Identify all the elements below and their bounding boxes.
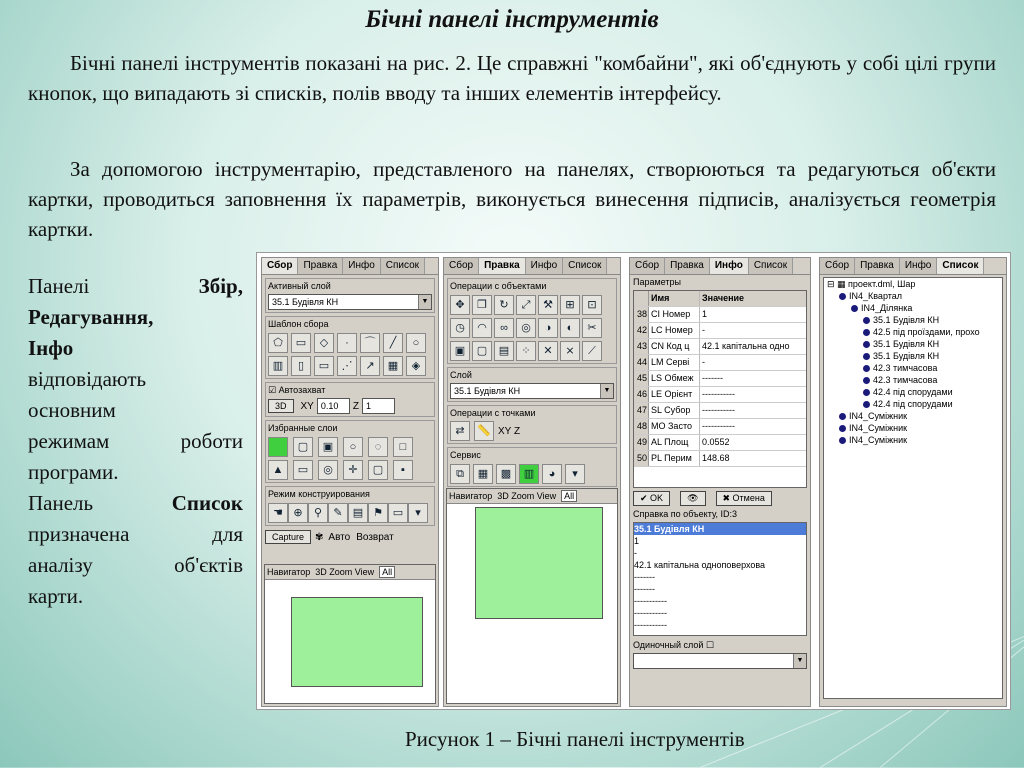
- layer-dot-icon: [851, 305, 858, 312]
- building-icon[interactable]: ▦: [383, 356, 403, 376]
- side-text-line: відповідають: [28, 367, 147, 391]
- layer-dot-icon: [863, 317, 870, 324]
- info-line: 42.1 капітальна одноповерхова: [634, 560, 766, 570]
- tab-bar: [444, 258, 620, 275]
- single-layer-select[interactable]: [633, 653, 807, 669]
- side-text: [28, 271, 243, 612]
- figure-caption: Рисунок 1 – Бічні панелі інструментів: [405, 727, 745, 751]
- row-name: CN Код ц: [649, 339, 700, 354]
- row-number: 44: [634, 355, 649, 370]
- tab-info[interactable]: Инфо: [526, 258, 564, 274]
- side-text-line: програми.: [28, 460, 119, 484]
- tree-node-label: IN4_Ділянка: [861, 303, 913, 313]
- tree-node[interactable]: [827, 410, 1002, 422]
- info-line: 1: [634, 536, 640, 546]
- active-layer-group: [265, 278, 435, 313]
- table-row[interactable]: [634, 355, 806, 371]
- shape-icon[interactable]: ◇: [314, 333, 334, 353]
- layer-group: [447, 367, 617, 402]
- side-text-line: карти.: [28, 584, 84, 608]
- tree-node-label: 42.3 тимчасова: [873, 375, 938, 385]
- arc-icon[interactable]: ◠: [472, 318, 492, 338]
- paragraph-1: Бічні панелі інструментів показані на рис. 2. Це справжні "комбайни", які об'єднують у собі цілі групи кнопок, що випадають зі списків, полів вводу та інших елементів інтерфейсу.: [28, 51, 996, 105]
- box-icon[interactable]: ▭: [388, 503, 408, 523]
- hand-icon[interactable]: ☚: [268, 503, 288, 523]
- rect-small-icon[interactable]: ▭: [314, 356, 334, 376]
- return-label[interactable]: Возврат: [356, 531, 394, 543]
- color-grid-icon[interactable]: ▩: [496, 464, 516, 484]
- tree-node[interactable]: [827, 386, 1002, 398]
- layer-dot-icon: [863, 389, 870, 396]
- layer-dot-icon: [839, 293, 846, 300]
- tab-edit[interactable]: Правка: [298, 258, 343, 274]
- zoom-view-label[interactable]: 3D Zoom View: [315, 567, 375, 577]
- tree-node[interactable]: [827, 314, 1002, 326]
- object-tree: [823, 277, 1003, 699]
- row-name: MO Засто: [649, 419, 700, 434]
- panel-collect: [261, 257, 439, 707]
- row-value: -----------: [702, 389, 735, 399]
- palette-icon[interactable]: ◕: [542, 464, 562, 484]
- z-input[interactable]: 1: [362, 398, 395, 414]
- line-icon[interactable]: ╱: [383, 333, 403, 353]
- favorite-layer-icon[interactable]: ○: [343, 437, 363, 457]
- tab-list[interactable]: Список: [381, 258, 425, 274]
- panel-list: [819, 257, 1007, 707]
- side-text-line: Інфо: [28, 336, 74, 360]
- tree-node-label: IN4_Суміжник: [849, 435, 908, 445]
- eye-button[interactable]: 👁: [680, 491, 705, 506]
- layer-dot-icon: [839, 425, 846, 432]
- cancel-button[interactable]: ✖ Отмена: [716, 491, 772, 506]
- params-label: Параметры: [633, 277, 681, 287]
- side-text-line: основним: [28, 398, 116, 422]
- tree-root[interactable]: ⊟ ▦ проект.dml, Шар: [827, 279, 916, 289]
- tree-node-label: 42.4 під спорудами: [873, 387, 953, 397]
- tab-list[interactable]: Список: [563, 258, 607, 274]
- table-row[interactable]: [634, 403, 806, 419]
- tab-bar: [262, 258, 438, 275]
- tab-list[interactable]: Список: [937, 258, 984, 274]
- edit-icon[interactable]: ✎: [328, 503, 348, 523]
- params-rows: [634, 307, 806, 467]
- side-text-line: для: [212, 522, 243, 546]
- side-text-line: режимам: [28, 429, 110, 453]
- arrow-line-icon[interactable]: ↗: [360, 356, 380, 376]
- tree-node[interactable]: [827, 290, 1002, 302]
- row-value: 1: [702, 309, 708, 319]
- row-name: LE Орієнт: [649, 387, 700, 402]
- navigator-bar: [447, 489, 617, 504]
- tab-info[interactable]: Инфо: [710, 258, 749, 274]
- row-value: -------: [702, 373, 723, 383]
- chevron-down-icon[interactable]: ▼: [600, 384, 613, 398]
- row-number: 46: [634, 387, 649, 402]
- all-button[interactable]: All: [379, 566, 395, 578]
- square-icon[interactable]: ▣: [450, 341, 470, 361]
- tree-node[interactable]: [827, 350, 1002, 362]
- tree-nodes: [827, 290, 1002, 446]
- favorite-layer-icon[interactable]: ▪: [393, 460, 413, 480]
- tree-node[interactable]: [827, 362, 1002, 374]
- object-ops-group: [447, 278, 617, 364]
- tree-node-label: 42.3 тимчасова: [873, 363, 938, 373]
- table-row[interactable]: [634, 387, 806, 403]
- circle-icon[interactable]: ○: [406, 333, 426, 353]
- row-number: 42: [634, 323, 649, 338]
- move-icon[interactable]: ✥: [450, 295, 470, 315]
- tree-node-label: 42.4 під спорудами: [873, 399, 953, 409]
- favorite-layer-icon[interactable]: ▭: [293, 460, 313, 480]
- construct-mode-group: [265, 486, 435, 526]
- cancel-label: Отмена: [732, 493, 765, 503]
- row-number: 43: [634, 339, 649, 354]
- erase-icon[interactable]: ⨯: [560, 341, 580, 361]
- tab-collect[interactable]: Сбор: [630, 258, 665, 274]
- rotate-icon[interactable]: ↻: [494, 295, 514, 315]
- info-line: -------: [634, 572, 655, 582]
- table-row[interactable]: [634, 323, 806, 339]
- row-number: 50: [634, 451, 649, 466]
- z-label: Z: [352, 400, 359, 412]
- side-text-line: Панелі: [28, 274, 90, 298]
- tree-node-label: 35.1 Будівля КН: [873, 351, 940, 361]
- ok-label: OK: [650, 493, 664, 503]
- point-ops-group: [447, 405, 617, 444]
- single-layer-label[interactable]: Одиночный слой ☐: [633, 640, 714, 650]
- row-number: 48: [634, 419, 649, 434]
- layer-label: Слой: [450, 370, 472, 380]
- info-line: -----------: [634, 596, 667, 606]
- tree-node[interactable]: [827, 422, 1002, 434]
- row-number: 38: [634, 307, 649, 322]
- tab-edit[interactable]: Правка: [479, 258, 526, 274]
- cut-icon[interactable]: ✂: [582, 318, 602, 338]
- table-header: [634, 291, 806, 307]
- favorite-layer-icon[interactable]: ▲: [268, 460, 288, 480]
- grid-icon[interactable]: ▦: [473, 464, 493, 484]
- active-layer-value: 35.1 Будівля КН: [272, 297, 339, 307]
- row-value: 42.1 капітальна одно: [702, 341, 790, 351]
- tree-icon[interactable]: ⚲: [308, 503, 328, 523]
- navigator: [264, 564, 436, 704]
- add-vertex-icon[interactable]: ⊕: [288, 503, 308, 523]
- chart-icon[interactable]: ▥: [519, 464, 539, 484]
- favorite-layer-icon[interactable]: [268, 437, 288, 457]
- object-ops-icons: [450, 295, 614, 361]
- panel-edit: [443, 257, 621, 707]
- tab-collect[interactable]: Сбор: [820, 258, 855, 274]
- favorites-group: [265, 420, 435, 483]
- tab-list[interactable]: Список: [749, 258, 793, 274]
- row-value: -----------: [702, 405, 735, 415]
- favorite-layer-icon[interactable]: ▢: [293, 437, 313, 457]
- service-label: Сервис: [450, 450, 481, 460]
- side-text-line: роботи: [180, 429, 243, 453]
- object-ops-label: Операции с объектами: [450, 281, 547, 291]
- merge-icon[interactable]: ⊡: [582, 295, 602, 315]
- row-name: LM Серві: [649, 355, 700, 370]
- table-row[interactable]: [634, 307, 806, 323]
- layer-dot-icon: [863, 401, 870, 408]
- tree-root-label: проект.dml, Шар: [848, 279, 916, 289]
- flag-icon[interactable]: ⚑: [368, 503, 388, 523]
- active-layer-select[interactable]: [268, 294, 432, 310]
- scale-icon[interactable]: ⤢: [516, 295, 536, 315]
- info-line: -----------: [634, 608, 667, 618]
- tree-node-label: IN4_Квартал: [849, 291, 903, 301]
- info-line: -: [634, 548, 637, 558]
- panel-info: [629, 257, 811, 707]
- table-row[interactable]: [634, 339, 806, 355]
- intersect-icon[interactable]: ◎: [516, 318, 536, 338]
- xy-label: XY: [300, 400, 314, 412]
- swap-icon[interactable]: ⇄: [450, 421, 470, 441]
- layer-dot-icon: [863, 341, 870, 348]
- row-name: PL Перим: [649, 451, 700, 466]
- autosnap-checkbox[interactable]: ☑ Автозахват: [268, 385, 326, 395]
- row-name: SL Субор: [649, 403, 700, 418]
- select-icon[interactable]: ⊞: [560, 295, 580, 315]
- params-table: [633, 290, 807, 488]
- autosnap-group: [265, 382, 435, 417]
- favorite-layer-icon[interactable]: ✛: [343, 460, 363, 480]
- object-info-list: [633, 522, 807, 636]
- layer-dot-icon: [839, 413, 846, 420]
- table-row[interactable]: [634, 435, 806, 451]
- clock-icon[interactable]: ◷: [450, 318, 470, 338]
- capture-button[interactable]: Capture: [265, 530, 311, 544]
- favorites-label: Избранные слои: [268, 423, 338, 433]
- side-text-line: об'єктів: [174, 553, 243, 577]
- tree-node[interactable]: [827, 434, 1002, 446]
- slide-title: Бічні панелі інструментів: [365, 6, 659, 33]
- side-text-line: аналізу: [28, 553, 93, 577]
- tree-node-label: IN4_Суміжник: [849, 423, 908, 433]
- frame-icon[interactable]: ▢: [472, 341, 492, 361]
- favorite-layer-icon[interactable]: ▢: [368, 460, 388, 480]
- hatch-icon[interactable]: ▥: [268, 356, 288, 376]
- tab-info[interactable]: Инфо: [900, 258, 938, 274]
- 3d-button[interactable]: 3D: [268, 399, 294, 413]
- tree-node-label: 35.1 Будівля КН: [873, 339, 940, 349]
- info-lines: [634, 535, 806, 631]
- table-row[interactable]: [634, 371, 806, 387]
- tree-node-label: 35.1 Будівля КН: [873, 315, 940, 325]
- favorite-layer-icon[interactable]: □: [393, 437, 413, 457]
- col-name[interactable]: Имя: [649, 291, 700, 306]
- navigator-label: Навигатор: [449, 491, 493, 501]
- navigator-map[interactable]: [291, 597, 423, 687]
- doc-icon[interactable]: ▤: [494, 341, 514, 361]
- xyz-label: XY Z: [498, 425, 521, 437]
- row-number: 47: [634, 403, 649, 418]
- row-name: LC Номер: [649, 323, 700, 338]
- auto-label[interactable]: Авто: [328, 531, 351, 543]
- favorite-layer-icon[interactable]: ◎: [318, 460, 338, 480]
- palette-icon[interactable]: ✾: [315, 531, 324, 543]
- tab-collect[interactable]: Сбор: [262, 258, 298, 274]
- tab-bar: [820, 258, 1006, 275]
- favorite-layer-icon[interactable]: ▣: [318, 437, 338, 457]
- info-line: -------: [634, 584, 655, 594]
- row-number: 49: [634, 435, 649, 450]
- chevron-down-icon[interactable]: ▾: [408, 503, 428, 523]
- tree-node[interactable]: [827, 326, 1002, 338]
- chevron-down-icon[interactable]: ▾: [565, 464, 585, 484]
- chevron-down-icon[interactable]: ▼: [793, 654, 806, 668]
- side-text-line: Збір,: [198, 274, 243, 298]
- tab-edit[interactable]: Правка: [665, 258, 710, 274]
- row-number: 45: [634, 371, 649, 386]
- copy-icon[interactable]: ❐: [472, 295, 492, 315]
- layer-value: 35.1 Будівля КН: [454, 386, 521, 396]
- tab-bar: [630, 258, 810, 275]
- tab-info[interactable]: Инфо: [343, 258, 381, 274]
- row-value: -: [702, 357, 705, 367]
- row-name: LS Обмеж: [649, 371, 700, 386]
- side-text-line: Список: [171, 491, 243, 515]
- tree-node-label: 42.5 під проїздами, прохо: [873, 327, 980, 337]
- row-value: -----------: [702, 421, 735, 431]
- all-button[interactable]: All: [561, 490, 577, 502]
- construct-mode-icons: [268, 503, 432, 523]
- row-value: 0.0552: [702, 437, 730, 447]
- template-icons: [268, 333, 432, 376]
- point-ops-label: Операции с точками: [450, 408, 536, 418]
- split-icon[interactable]: ◐: [560, 318, 580, 338]
- service-group: [447, 447, 617, 487]
- toolbar-panels-screenshot: [256, 252, 1011, 710]
- template-label: Шаблон сбора: [268, 319, 329, 329]
- point-icon[interactable]: ·: [337, 333, 357, 353]
- layer-dot-icon: [863, 377, 870, 384]
- col-value[interactable]: Значение: [702, 293, 745, 303]
- template-group: [265, 316, 435, 379]
- single-layer-text: Одиночный слой: [633, 640, 704, 650]
- difference-icon[interactable]: ◑: [538, 318, 558, 338]
- tree-node[interactable]: [827, 374, 1002, 386]
- tab-collect[interactable]: Сбор: [444, 258, 479, 274]
- tree-node-label: IN4_Суміжник: [849, 411, 908, 421]
- layers-icon[interactable]: ⧉: [450, 464, 470, 484]
- union-icon[interactable]: ∞: [494, 318, 514, 338]
- row-value: -: [702, 325, 705, 335]
- tree-node[interactable]: [827, 398, 1002, 410]
- measure-icon[interactable]: ⟋: [582, 341, 602, 361]
- layer-dot-icon: [839, 437, 846, 444]
- side-text-line: Панель: [28, 491, 94, 515]
- construct-mode-label: Режим конструирования: [268, 489, 370, 499]
- row-name: AL Площ: [649, 435, 700, 450]
- hammer-icon[interactable]: ⚒: [538, 295, 558, 315]
- navigator-map[interactable]: [475, 507, 603, 619]
- paragraph-2: За допомогою інструментарію, представленого на панелях, створюються та редагуються об'єкти картки, проводиться заповнення їх параметрів, виконується винесення підписів, аналізується геометрія картки.: [28, 157, 996, 241]
- navigator-label: Навигатор: [267, 567, 311, 577]
- dots-icon[interactable]: ⁘: [516, 341, 536, 361]
- info-selected[interactable]: 35.1 Будівля КН: [634, 523, 806, 535]
- info-line: -----------: [634, 620, 667, 630]
- table-row[interactable]: [634, 419, 806, 435]
- autosnap-label: Автозахват: [278, 385, 326, 395]
- chevron-down-icon[interactable]: ▼: [418, 295, 431, 309]
- cross-icon[interactable]: ✕: [538, 341, 558, 361]
- tree-node[interactable]: [827, 302, 1002, 314]
- tree-node[interactable]: [827, 338, 1002, 350]
- row-name: CI Номер: [649, 307, 700, 322]
- polyline-icon[interactable]: ⌒: [360, 333, 380, 353]
- polygon-icon[interactable]: ⬠: [268, 333, 288, 353]
- service-icons: [450, 464, 614, 484]
- cube-icon[interactable]: ◈: [406, 356, 426, 376]
- info-label: Справка по объекту, ID:3: [633, 509, 738, 519]
- table-row[interactable]: [634, 451, 806, 467]
- active-layer-label: Активный слой: [268, 281, 331, 291]
- favorite-layer-icon[interactable]: ◌: [368, 437, 388, 457]
- side-text-line: призначена: [28, 522, 130, 546]
- layer-dot-icon: [863, 365, 870, 372]
- ruler-icon[interactable]: 📏: [474, 421, 494, 441]
- xy-input[interactable]: 0.10: [317, 398, 350, 414]
- ok-button[interactable]: ✔ OK: [633, 491, 670, 506]
- zoom-view-label[interactable]: 3D Zoom View: [497, 491, 557, 501]
- table-icon[interactable]: ▤: [348, 503, 368, 523]
- dotted-line-icon[interactable]: ⋰: [337, 356, 357, 376]
- rectangle-icon[interactable]: ▭: [291, 333, 311, 353]
- tab-edit[interactable]: Правка: [855, 258, 900, 274]
- navigator: [446, 488, 618, 704]
- row-value: 148.68: [702, 453, 730, 463]
- favorite-layer-icons: [268, 437, 432, 480]
- layer-dot-icon: [863, 353, 870, 360]
- navigator-bar: [265, 565, 435, 580]
- rect-row-icon[interactable]: ▯: [291, 356, 311, 376]
- layer-dot-icon: [863, 329, 870, 336]
- side-text-line: Редагування,: [28, 305, 154, 329]
- layer-select[interactable]: [450, 383, 614, 399]
